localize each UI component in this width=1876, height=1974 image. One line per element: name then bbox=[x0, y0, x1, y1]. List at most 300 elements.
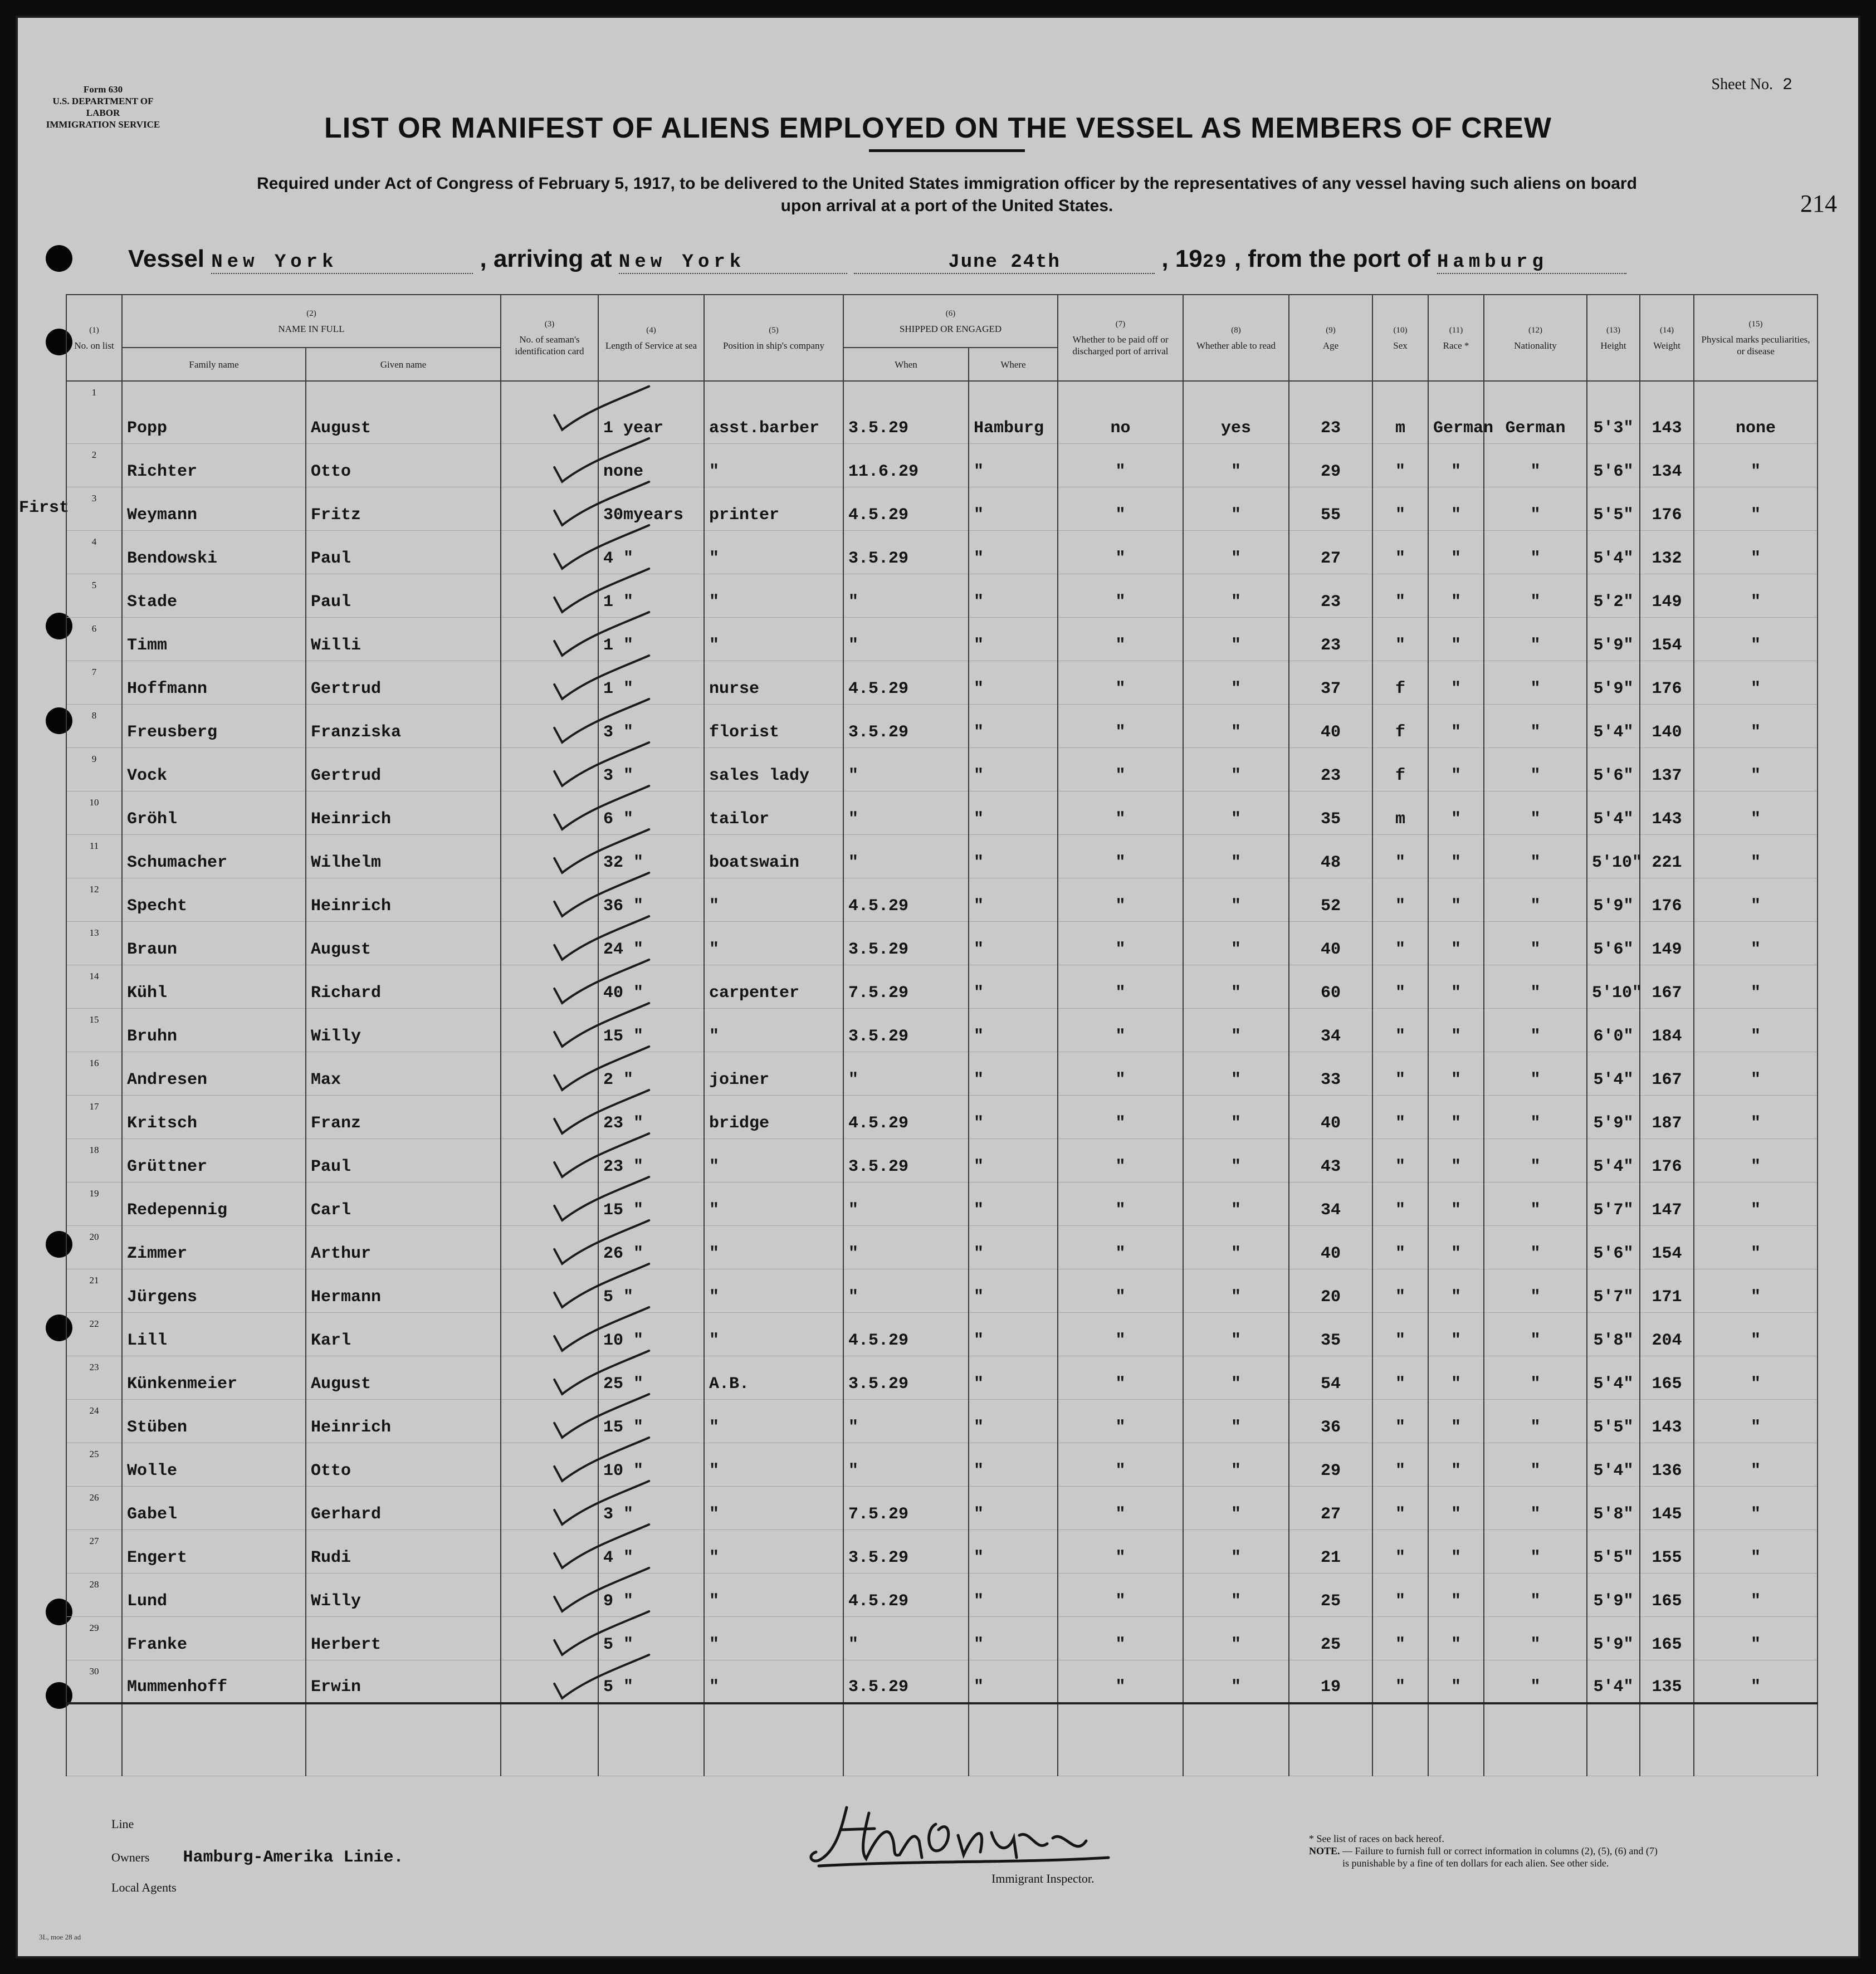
cell-engaged-when: " bbox=[843, 1443, 969, 1486]
cell-age: 34 bbox=[1289, 1182, 1372, 1225]
cell-family-name: Kritsch bbox=[122, 1095, 306, 1139]
cell-able-to-read: " bbox=[1183, 834, 1289, 878]
cell-able-to-read: " bbox=[1183, 661, 1289, 704]
cell-engaged-when: " bbox=[843, 834, 969, 878]
cell-sex: " bbox=[1372, 1573, 1428, 1616]
blank-cell bbox=[122, 1703, 306, 1776]
cell-age: 43 bbox=[1289, 1139, 1372, 1182]
blank-cell bbox=[66, 1703, 122, 1776]
cell-family-name: Stade bbox=[122, 574, 306, 617]
cell-physical-marks: " bbox=[1694, 1443, 1818, 1486]
cell-engaged-when: " bbox=[843, 791, 969, 834]
cell-able-to-read: " bbox=[1183, 1616, 1289, 1660]
cell-physical-marks: " bbox=[1694, 1356, 1818, 1399]
cell-nationality: " bbox=[1484, 1356, 1587, 1399]
cell-able-to-read: yes bbox=[1183, 381, 1289, 443]
cell-sex: " bbox=[1372, 487, 1428, 530]
cell-weight: 143 bbox=[1640, 791, 1694, 834]
cell-physical-marks: " bbox=[1694, 1399, 1818, 1443]
cell-race: " bbox=[1428, 1008, 1484, 1052]
cell-paid-off: " bbox=[1058, 617, 1183, 661]
cell-service-length: 9 " bbox=[598, 1573, 704, 1616]
cell-engaged-where: " bbox=[969, 1486, 1058, 1530]
arriving-label: , arriving at bbox=[480, 245, 612, 272]
footer-note bbox=[1309, 1833, 1755, 1869]
cell-height: 5'6" bbox=[1587, 921, 1640, 965]
cell-height: 5'4" bbox=[1587, 1356, 1640, 1399]
cell-row-number: 4 bbox=[66, 530, 122, 574]
cell-row-number: 21 bbox=[66, 1269, 122, 1312]
cell-height: 5'10" bbox=[1587, 834, 1640, 878]
print-mark: 3L, moe 28 ad bbox=[39, 1933, 81, 1941]
cell-able-to-read: " bbox=[1183, 1182, 1289, 1225]
cell-ship-position: sales lady bbox=[704, 747, 843, 791]
departure-port: Hamburg bbox=[1437, 252, 1548, 273]
cell-given-name: Arthur bbox=[306, 1225, 501, 1269]
cell-weight: 184 bbox=[1640, 1008, 1694, 1052]
cell-engaged-when: 3.5.29 bbox=[843, 1660, 969, 1703]
cell-seaman-card bbox=[501, 381, 598, 443]
cell-ship-position: " bbox=[704, 1182, 843, 1225]
cell-race: " bbox=[1428, 965, 1484, 1008]
cell-family-name: Weymann bbox=[122, 487, 306, 530]
cell-seaman-card bbox=[501, 487, 598, 530]
vessel-name: New York bbox=[211, 252, 338, 273]
col-header-position: (5) Position in ship's company bbox=[704, 295, 843, 381]
cell-seaman-card bbox=[501, 1573, 598, 1616]
cell-given-name: Paul bbox=[306, 574, 501, 617]
col-header-card: (3) No. of seaman's identification card bbox=[501, 295, 598, 381]
cell-able-to-read: " bbox=[1183, 965, 1289, 1008]
cell-physical-marks: " bbox=[1694, 747, 1818, 791]
service-line: IMMIGRATION SERVICE bbox=[46, 119, 160, 130]
cell-physical-marks: " bbox=[1694, 878, 1818, 921]
cell-engaged-where: " bbox=[969, 1095, 1058, 1139]
cell-paid-off: " bbox=[1058, 487, 1183, 530]
cell-engaged-where: " bbox=[969, 443, 1058, 487]
cell-race: " bbox=[1428, 1269, 1484, 1312]
cell-row-number: 11 bbox=[66, 834, 122, 878]
cell-given-name: Heinrich bbox=[306, 791, 501, 834]
cell-able-to-read: " bbox=[1183, 878, 1289, 921]
cell-seaman-card bbox=[501, 747, 598, 791]
col-header-nationality: (12) Nationality bbox=[1484, 295, 1587, 381]
cell-paid-off: " bbox=[1058, 878, 1183, 921]
cell-race: " bbox=[1428, 1139, 1484, 1182]
cell-able-to-read: " bbox=[1183, 1399, 1289, 1443]
cell-nationality: " bbox=[1484, 443, 1587, 487]
cell-paid-off: " bbox=[1058, 443, 1183, 487]
cell-age: 40 bbox=[1289, 921, 1372, 965]
cell-height: 5'4" bbox=[1587, 791, 1640, 834]
cell-physical-marks: " bbox=[1694, 1486, 1818, 1530]
cell-paid-off: " bbox=[1058, 574, 1183, 617]
cell-weight: 154 bbox=[1640, 617, 1694, 661]
cell-family-name: Künkenmeier bbox=[122, 1356, 306, 1399]
cell-given-name: Fritz bbox=[306, 487, 501, 530]
cell-given-name: August bbox=[306, 921, 501, 965]
cell-race: " bbox=[1428, 1530, 1484, 1573]
col-header-given-name: Given name bbox=[306, 348, 501, 381]
crew-manifest-table bbox=[66, 294, 1818, 1776]
note-text: — Failure to furnish full or correct information in columns (2), (5), (6) and (7) bbox=[1340, 1845, 1658, 1856]
cell-family-name: Vock bbox=[122, 747, 306, 791]
cell-weight: 137 bbox=[1640, 747, 1694, 791]
cell-paid-off: " bbox=[1058, 1225, 1183, 1269]
cell-physical-marks: " bbox=[1694, 1660, 1818, 1703]
cell-sex: " bbox=[1372, 1052, 1428, 1095]
cell-engaged-where: " bbox=[969, 1356, 1058, 1399]
cell-paid-off: " bbox=[1058, 1095, 1183, 1139]
cell-weight: 132 bbox=[1640, 530, 1694, 574]
cell-nationality: " bbox=[1484, 791, 1587, 834]
cell-race: " bbox=[1428, 1182, 1484, 1225]
cell-given-name: Max bbox=[306, 1052, 501, 1095]
table-row bbox=[66, 1443, 1818, 1486]
cell-nationality: " bbox=[1484, 834, 1587, 878]
cell-given-name: Hermann bbox=[306, 1269, 501, 1312]
cell-row-number: 13 bbox=[66, 921, 122, 965]
cell-weight: 135 bbox=[1640, 1660, 1694, 1703]
cell-family-name: Richter bbox=[122, 443, 306, 487]
cell-nationality: " bbox=[1484, 1139, 1587, 1182]
cell-height: 6'0" bbox=[1587, 1008, 1640, 1052]
cell-engaged-when: 3.5.29 bbox=[843, 1530, 969, 1573]
cell-seaman-card bbox=[501, 1486, 598, 1530]
owners-field bbox=[111, 1848, 404, 1867]
cell-sex: " bbox=[1372, 878, 1428, 921]
cell-nationality: " bbox=[1484, 1660, 1587, 1703]
cell-family-name: Braun bbox=[122, 921, 306, 965]
note-text: is punishable by a fine of ten dollars for each alien. See other side. bbox=[1342, 1858, 1609, 1869]
cell-engaged-where: Hamburg bbox=[969, 381, 1058, 443]
cell-given-name: Heinrich bbox=[306, 1399, 501, 1443]
title-underline bbox=[869, 149, 1025, 152]
cell-ship-position: A.B. bbox=[704, 1356, 843, 1399]
cell-paid-off: " bbox=[1058, 1052, 1183, 1095]
arrival-date: June 24th bbox=[948, 252, 1061, 273]
cell-height: 5'6" bbox=[1587, 443, 1640, 487]
cell-service-length: 24 " bbox=[598, 921, 704, 965]
col-header-where: Where bbox=[969, 348, 1058, 381]
cell-sex: " bbox=[1372, 1443, 1428, 1486]
cell-race: " bbox=[1428, 617, 1484, 661]
cell-race: " bbox=[1428, 878, 1484, 921]
cell-engaged-where: " bbox=[969, 1530, 1058, 1573]
cell-given-name: Otto bbox=[306, 1443, 501, 1486]
cell-family-name: Redepennig bbox=[122, 1182, 306, 1225]
cell-family-name: Jürgens bbox=[122, 1269, 306, 1312]
cell-height: 5'9" bbox=[1587, 1616, 1640, 1660]
cell-ship-position: " bbox=[704, 617, 843, 661]
blank-row bbox=[66, 1703, 1818, 1776]
cell-able-to-read: " bbox=[1183, 574, 1289, 617]
cell-nationality: " bbox=[1484, 878, 1587, 921]
cell-ship-position: " bbox=[704, 1530, 843, 1573]
cell-age: 54 bbox=[1289, 1356, 1372, 1399]
cell-nationality: " bbox=[1484, 617, 1587, 661]
col-header-age: (9) Age bbox=[1289, 295, 1372, 381]
cell-service-length: 3 " bbox=[598, 704, 704, 747]
table-row bbox=[66, 791, 1818, 834]
cell-able-to-read: " bbox=[1183, 1486, 1289, 1530]
cell-row-number: 18 bbox=[66, 1139, 122, 1182]
subtitle-line: Required under Act of Congress of February 5, 1917, to be delivered to the United States immigration officer by the representatives of any vessel having such aliens on board bbox=[257, 174, 1637, 193]
cell-engaged-when: 3.5.29 bbox=[843, 704, 969, 747]
cell-service-length: 4 " bbox=[598, 1530, 704, 1573]
cell-sex: f bbox=[1372, 661, 1428, 704]
cell-age: 37 bbox=[1289, 661, 1372, 704]
cell-ship-position: " bbox=[704, 921, 843, 965]
cell-row-number: 26 bbox=[66, 1486, 122, 1530]
cell-engaged-when: " bbox=[843, 1182, 969, 1225]
cell-family-name: Lund bbox=[122, 1573, 306, 1616]
cell-height: 5'8" bbox=[1587, 1486, 1640, 1530]
cell-physical-marks: " bbox=[1694, 1530, 1818, 1573]
cell-weight: 176 bbox=[1640, 487, 1694, 530]
cell-engaged-when: 3.5.29 bbox=[843, 1008, 969, 1052]
cell-ship-position: florist bbox=[704, 704, 843, 747]
cell-age: 55 bbox=[1289, 487, 1372, 530]
table-row bbox=[66, 1182, 1818, 1225]
cell-race: " bbox=[1428, 704, 1484, 747]
cell-seaman-card bbox=[501, 1182, 598, 1225]
cell-sex: m bbox=[1372, 381, 1428, 443]
cell-family-name: Zimmer bbox=[122, 1225, 306, 1269]
cell-weight: 134 bbox=[1640, 443, 1694, 487]
cell-service-length: 4 " bbox=[598, 530, 704, 574]
cell-given-name: Franz bbox=[306, 1095, 501, 1139]
table-row bbox=[66, 530, 1818, 574]
inspector-label: Immigrant Inspector. bbox=[991, 1872, 1095, 1885]
cell-row-number: 24 bbox=[66, 1399, 122, 1443]
cell-engaged-when: 4.5.29 bbox=[843, 1312, 969, 1356]
cell-able-to-read: " bbox=[1183, 1269, 1289, 1312]
cell-age: 23 bbox=[1289, 747, 1372, 791]
cell-age: 40 bbox=[1289, 704, 1372, 747]
cell-paid-off: " bbox=[1058, 1616, 1183, 1660]
cell-height: 5'5" bbox=[1587, 487, 1640, 530]
cell-row-number: 1 bbox=[66, 381, 122, 443]
cell-row-number: 27 bbox=[66, 1530, 122, 1573]
cell-row-number: 7 bbox=[66, 661, 122, 704]
cell-sex: " bbox=[1372, 1269, 1428, 1312]
cell-given-name: Carl bbox=[306, 1182, 501, 1225]
cell-service-length: 32 " bbox=[598, 834, 704, 878]
cell-seaman-card bbox=[501, 1312, 598, 1356]
cell-service-length: 23 " bbox=[598, 1139, 704, 1182]
cell-paid-off: " bbox=[1058, 1269, 1183, 1312]
col-header-shipped: (6) SHIPPED OR ENGAGED bbox=[843, 295, 1058, 348]
cell-height: 5'9" bbox=[1587, 1095, 1640, 1139]
cell-paid-off: " bbox=[1058, 1530, 1183, 1573]
cell-engaged-when: " bbox=[843, 1052, 969, 1095]
cell-race: German bbox=[1428, 381, 1484, 443]
cell-age: 40 bbox=[1289, 1225, 1372, 1269]
cell-family-name: Gröhl bbox=[122, 791, 306, 834]
cell-able-to-read: " bbox=[1183, 487, 1289, 530]
cell-sex: " bbox=[1372, 1399, 1428, 1443]
cell-race: " bbox=[1428, 443, 1484, 487]
page-subtitle bbox=[123, 173, 1771, 217]
cell-weight: 187 bbox=[1640, 1095, 1694, 1139]
cell-able-to-read: " bbox=[1183, 1052, 1289, 1095]
cell-paid-off: " bbox=[1058, 965, 1183, 1008]
cell-engaged-when: " bbox=[843, 1399, 969, 1443]
cell-paid-off: no bbox=[1058, 381, 1183, 443]
cell-given-name: Erwin bbox=[306, 1660, 501, 1703]
cell-row-number: 25 bbox=[66, 1443, 122, 1486]
cell-physical-marks: " bbox=[1694, 965, 1818, 1008]
col-header-name: (2) NAME IN FULL bbox=[122, 295, 501, 348]
cell-row-number: 28 bbox=[66, 1573, 122, 1616]
cell-engaged-when: 4.5.29 bbox=[843, 487, 969, 530]
cell-physical-marks: " bbox=[1694, 1052, 1818, 1095]
cell-service-length: 10 " bbox=[598, 1443, 704, 1486]
blank-cell bbox=[598, 1703, 704, 1776]
table-row bbox=[66, 1095, 1818, 1139]
cell-race: " bbox=[1428, 791, 1484, 834]
cell-height: 5'6" bbox=[1587, 1225, 1640, 1269]
cell-race: " bbox=[1428, 1486, 1484, 1530]
cell-row-number: 17 bbox=[66, 1095, 122, 1139]
cell-able-to-read: " bbox=[1183, 1356, 1289, 1399]
from-label: , from the port of bbox=[1234, 245, 1430, 272]
cell-seaman-card bbox=[501, 574, 598, 617]
cell-seaman-card bbox=[501, 617, 598, 661]
cell-service-length: 15 " bbox=[598, 1008, 704, 1052]
col-header-race: (11) Race * bbox=[1428, 295, 1484, 381]
department-line: U.S. DEPARTMENT OF LABOR bbox=[52, 96, 154, 118]
cell-weight: 145 bbox=[1640, 1486, 1694, 1530]
cell-paid-off: " bbox=[1058, 1008, 1183, 1052]
cell-family-name: Schumacher bbox=[122, 834, 306, 878]
table-row bbox=[66, 1660, 1818, 1703]
cell-weight: 147 bbox=[1640, 1182, 1694, 1225]
blank-cell bbox=[1428, 1703, 1484, 1776]
cell-physical-marks: " bbox=[1694, 1182, 1818, 1225]
cell-engaged-where: " bbox=[969, 1139, 1058, 1182]
cell-paid-off: " bbox=[1058, 791, 1183, 834]
race-footnote: * See list of races on back hereof. bbox=[1309, 1833, 1444, 1844]
cell-engaged-where: " bbox=[969, 487, 1058, 530]
cell-age: 35 bbox=[1289, 791, 1372, 834]
cell-given-name: Gerhard bbox=[306, 1486, 501, 1530]
col-header-when: When bbox=[843, 348, 969, 381]
cell-family-name: Gabel bbox=[122, 1486, 306, 1530]
cell-sex: " bbox=[1372, 1225, 1428, 1269]
cell-physical-marks: " bbox=[1694, 1573, 1818, 1616]
cell-physical-marks: " bbox=[1694, 704, 1818, 747]
agents-label: Local Agents bbox=[111, 1880, 177, 1894]
cell-weight: 221 bbox=[1640, 834, 1694, 878]
table-row bbox=[66, 1573, 1818, 1616]
cell-engaged-when: 7.5.29 bbox=[843, 1486, 969, 1530]
cell-sex: " bbox=[1372, 1616, 1428, 1660]
cell-engaged-where: " bbox=[969, 1182, 1058, 1225]
cell-ship-position: tailor bbox=[704, 791, 843, 834]
cell-ship-position: " bbox=[704, 1312, 843, 1356]
cell-service-length: 15 " bbox=[598, 1182, 704, 1225]
cell-able-to-read: " bbox=[1183, 530, 1289, 574]
cell-weight: 149 bbox=[1640, 574, 1694, 617]
cell-seaman-card bbox=[501, 965, 598, 1008]
cell-seaman-card bbox=[501, 1616, 598, 1660]
cell-race: " bbox=[1428, 1312, 1484, 1356]
cell-able-to-read: " bbox=[1183, 1225, 1289, 1269]
subtitle-line: upon arrival at a port of the United States. bbox=[780, 197, 1113, 215]
blank-cell bbox=[843, 1703, 969, 1776]
cell-sex: " bbox=[1372, 1486, 1428, 1530]
table-row bbox=[66, 443, 1818, 487]
cell-ship-position: " bbox=[704, 1443, 843, 1486]
inspector-signature bbox=[808, 1796, 1120, 1874]
cell-nationality: " bbox=[1484, 747, 1587, 791]
cell-weight: 176 bbox=[1640, 661, 1694, 704]
col-header-service: (4) Length of Service at sea bbox=[598, 295, 704, 381]
cell-able-to-read: " bbox=[1183, 747, 1289, 791]
cell-sex: " bbox=[1372, 1356, 1428, 1399]
blank-cell bbox=[969, 1703, 1058, 1776]
cell-ship-position: " bbox=[704, 574, 843, 617]
cell-physical-marks: " bbox=[1694, 443, 1818, 487]
cell-physical-marks: " bbox=[1694, 1616, 1818, 1660]
cell-engaged-where: " bbox=[969, 921, 1058, 965]
cell-engaged-when: 3.5.29 bbox=[843, 1356, 969, 1399]
cell-nationality: " bbox=[1484, 530, 1587, 574]
cell-physical-marks: " bbox=[1694, 617, 1818, 661]
cell-paid-off: " bbox=[1058, 1356, 1183, 1399]
cell-weight: 136 bbox=[1640, 1443, 1694, 1486]
cell-service-length: 30myears bbox=[598, 487, 704, 530]
table-row bbox=[66, 878, 1818, 921]
blank-cell bbox=[1587, 1703, 1640, 1776]
cell-ship-position: " bbox=[704, 443, 843, 487]
cell-paid-off: " bbox=[1058, 1443, 1183, 1486]
cell-race: " bbox=[1428, 834, 1484, 878]
cell-able-to-read: " bbox=[1183, 791, 1289, 834]
cell-family-name: Wolle bbox=[122, 1443, 306, 1486]
cell-physical-marks: " bbox=[1694, 661, 1818, 704]
cell-ship-position: boatswain bbox=[704, 834, 843, 878]
cell-age: 34 bbox=[1289, 1008, 1372, 1052]
cell-given-name: August bbox=[306, 381, 501, 443]
cell-able-to-read: " bbox=[1183, 443, 1289, 487]
cell-engaged-where: " bbox=[969, 1660, 1058, 1703]
blank-cell bbox=[501, 1703, 598, 1776]
cell-service-length: 3 " bbox=[598, 747, 704, 791]
cell-height: 5'5" bbox=[1587, 1399, 1640, 1443]
cell-physical-marks: " bbox=[1694, 921, 1818, 965]
table-row bbox=[66, 1008, 1818, 1052]
cell-given-name: Herbert bbox=[306, 1616, 501, 1660]
cell-weight: 154 bbox=[1640, 1225, 1694, 1269]
cell-height: 5'4" bbox=[1587, 704, 1640, 747]
cell-able-to-read: " bbox=[1183, 617, 1289, 661]
cell-nationality: " bbox=[1484, 965, 1587, 1008]
cell-nationality: " bbox=[1484, 1008, 1587, 1052]
cell-seaman-card bbox=[501, 1052, 598, 1095]
cell-sex: " bbox=[1372, 1095, 1428, 1139]
cell-able-to-read: " bbox=[1183, 1312, 1289, 1356]
owners-value: Hamburg-Amerika Linie. bbox=[183, 1848, 404, 1867]
cell-service-length: 3 " bbox=[598, 1486, 704, 1530]
cell-engaged-when: " bbox=[843, 617, 969, 661]
cell-physical-marks: " bbox=[1694, 1139, 1818, 1182]
owners-label: Owners bbox=[111, 1850, 150, 1864]
cell-engaged-when: 11.6.29 bbox=[843, 443, 969, 487]
cell-family-name: Popp bbox=[122, 381, 306, 443]
